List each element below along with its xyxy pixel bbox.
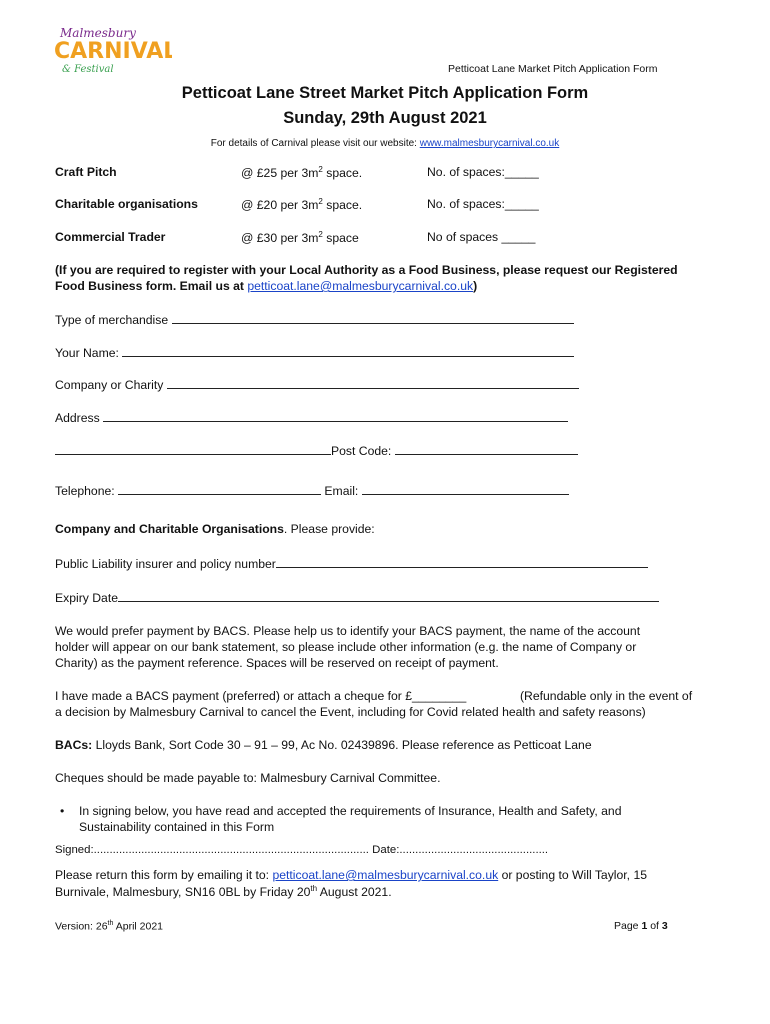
carnival-logo (52, 24, 172, 76)
telephone-field[interactable]: Telephone: Email: (55, 483, 569, 498)
pitch-price-craft: @ £25 per $3m^2$ space. (241, 165, 363, 181)
insurer-field[interactable]: Public Liability insurer and policy number (55, 556, 648, 571)
cheques-line: Cheques should be made payable to: Malmesbury Carnival Committee. (55, 771, 441, 785)
pitch-type-commercial: Commercial Trader (55, 230, 166, 244)
details-line: For details of Carnival please visit our website: www.malmesburycarnival.co.uk (210, 138, 560, 149)
pitch-price-commercial: @ £30 per $3m^2$ space (241, 230, 359, 246)
logo-line3: & Festival (62, 64, 114, 75)
payment-line3: Charity) as the payment reference. Spaces will be reserved on receipt of payment. (55, 656, 499, 670)
return-email-link[interactable]: petticoat.lane@malmesburycarnival.co.uk (272, 868, 499, 882)
return-line2: Burnivale, Malmesbury, SN16 0BL by Friday 20th August 2021. (55, 884, 392, 900)
bank-details: BACs: Lloyds Bank, Sort Code 30 – 91 – 99, Ac No. 02439896. Please reference as Petticoat Lane (55, 738, 592, 752)
merchandise-field[interactable]: Type of merchandise (55, 312, 574, 327)
bacs-line1: I have made a BACS payment (preferred) or attach a cheque for £________ (55, 689, 467, 703)
expiry-field[interactable]: Expiry Date (55, 590, 659, 605)
return-line1: Please return this form by emailing it to: petticoat.lane@malmesburycarnival.co.uk or posting to Will Taylor, 15 (55, 868, 648, 882)
address-postcode-line[interactable]: Post Code: (55, 443, 578, 458)
name-field[interactable]: Your Name: (55, 345, 574, 360)
running-title: Petticoat Lane Market Pitch Application Form (448, 63, 658, 75)
form-title: Petticoat Lane Street Market Pitch Application Form (181, 84, 589, 102)
website-link[interactable]: www.malmesburycarnival.co.uk (419, 138, 560, 149)
company-section-heading: Company and Charitable Organisations. Please provide: (55, 522, 375, 536)
bullet-icon: • (60, 804, 65, 818)
pitch-spaces-commercial[interactable]: No of spaces _____ (427, 230, 536, 244)
food-email-link[interactable]: petticoat.lane@malmesburycarnival.co.uk (247, 279, 474, 293)
pitch-spaces-charity[interactable]: No. of spaces:_____ (427, 197, 539, 211)
event-date: Sunday, 29th August 2021 (283, 109, 487, 127)
bacs-line2: a decision by Malmesbury Carnival to cancel the Event, including for Covid related health and safety reasons) (55, 705, 646, 719)
company-field[interactable]: Company or Charity (55, 377, 579, 392)
declaration-line1: In signing below, you have read and accepted the requirements of Insurance, Health and Safety, and (79, 804, 622, 818)
pitch-spaces-craft[interactable]: No. of spaces:_____ (427, 165, 539, 179)
payment-line2: holder will appear on our bank statement, so please include other information (e.g. the name of Company or (55, 640, 637, 654)
address-field[interactable]: Address (55, 410, 568, 425)
food-note-line2: Food Business form. Email us at petticoat.lane@malmesburycarnival.co.uk) (55, 279, 478, 293)
pitch-type-charity: Charitable organisations (55, 197, 198, 211)
pitch-type-craft: Craft Pitch (55, 165, 117, 179)
signature-line[interactable]: Signed:....................................................................................... Date:............................................... (55, 844, 549, 856)
version-label: Version: 26th April 2021 (55, 920, 164, 933)
payment-line1: We would prefer payment by BACS. Please help us to identify your BACS payment, the name of the account (55, 624, 641, 638)
logo-line2: CARNIVAL (54, 39, 172, 64)
food-note-line1: (If you are required to register with your Local Authority as a Food Business, please request our Registered (55, 263, 678, 277)
logo-line1: Malmesbury (60, 26, 136, 40)
bacs-line1-right: (Refundable only in the event of (520, 689, 693, 703)
declaration-line2: Sustainability contained in this Form (79, 820, 275, 834)
page-number: Page 1 of 3 (614, 920, 668, 932)
pitch-price-charity: @ £20 per $3m^2$ space. (241, 197, 363, 213)
